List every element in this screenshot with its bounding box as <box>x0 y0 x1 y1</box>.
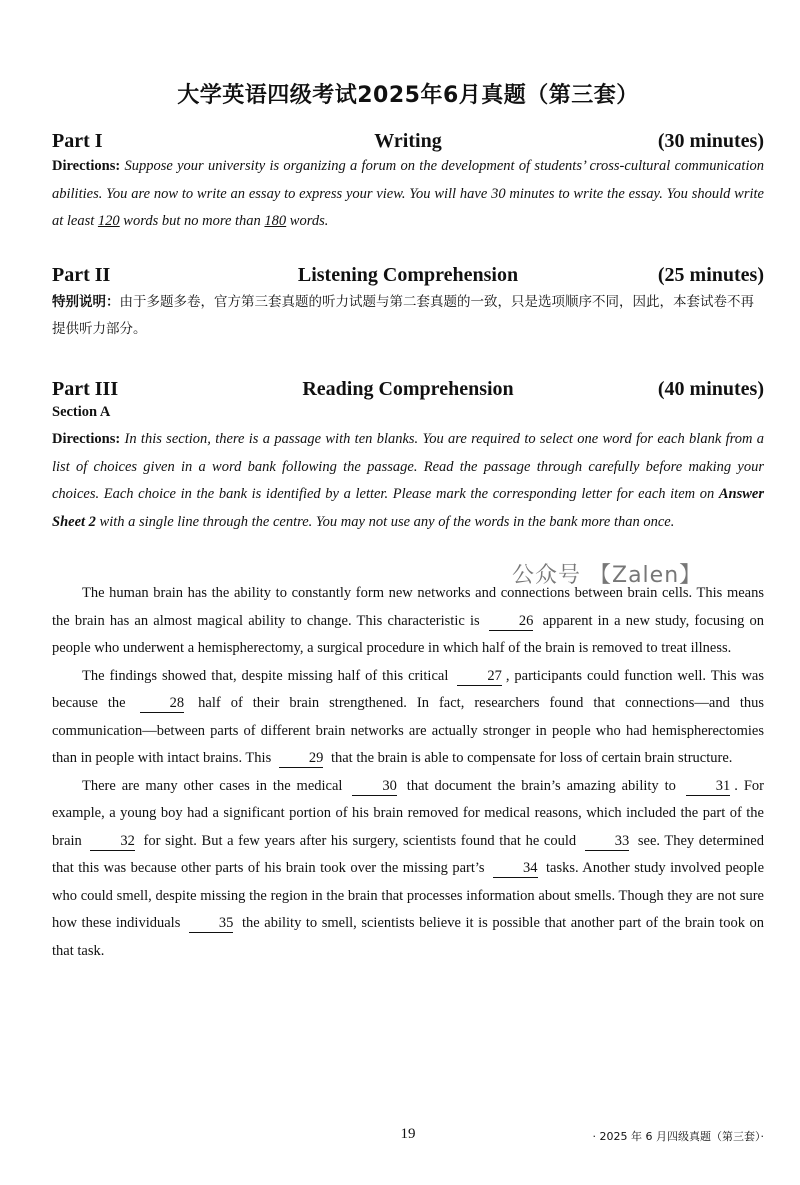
blank-29: 29 <box>279 749 324 768</box>
directions-label: Directions: <box>52 158 121 174</box>
blank-32: 32 <box>90 832 135 851</box>
part3-directions: Directions: In this section, there is a passage with ten blanks. You are required to select one word for each blank from a list of choices given in a word bank following the passage. Read the passage through carefully before making your choices. Each choice in the bank is identified by a letter. Please mark the corresponding letter for each item on Answer Sheet 2 with a single line through the centre. You may not use any of the words in the bank more than once. <box>52 431 764 530</box>
part1-label: Part I <box>52 130 103 152</box>
passage-paragraph-1: The human brain has the ability to constantly form new networks and connections between brain cells. This means the brain has an almost magical ability to change. This characteristic is 26 apparent in a new study, focusing on people who underwent a hemispherectomy, a surgical procedure in which half of the brain is removed to treat illness. <box>52 585 765 656</box>
page-number: 19 <box>400 1126 416 1142</box>
part1-directions: Directions: Suppose your university is organizing a forum on the development of students’ cross-cultural communication abilities. You are now to write an essay to express your view. You will have 30 minutes to write the essay. You should write at least 120 words but no more than 180 words. <box>52 158 764 229</box>
blank-35: 35 <box>189 914 234 933</box>
blank-33: 33 <box>585 832 630 851</box>
part2-time: (25 minutes) <box>657 264 764 286</box>
part1-time: (30 minutes) <box>657 130 764 152</box>
passage-paragraph-2: The findings showed that, despite missing half of this critical 27 , participants could function well. This was because the 28 half of their brain strengthened. In fact, researchers found that connections—and thus communication—between parts of different brain networks are actually stronger in people who had hemispherectomies than in people with intact brains. This 29 that the brain is able to compensate for loss of certain brain structure. <box>52 667 764 766</box>
reading-passage <box>52 580 764 965</box>
part3-time: (40 minutes) <box>657 378 764 400</box>
part3-header <box>52 378 764 404</box>
blank-31: 31 <box>686 777 731 796</box>
page-footer: · 2025 年 6 月四级真题（第三套）· <box>592 1130 764 1143</box>
part2-header <box>52 264 764 290</box>
passage-paragraph-3: There are many other cases in the medical 30 that document the brain’s amazing ability to 31 . For example, a young boy had a significant portion of his brain removed for medical reasons, which included the part of the brain 32 for sight. But a few years after his surgery, scientists found that he could 33 see. They determined that this was because other parts of his brain took over the missing part’s 34 tasks. Another study involved people who could smell, despite missing the region in the brain that processes information about smells. Though they are not sure how these individuals 35 the ability to smell, scientists believe it is possible that another part of the brain took on that task. <box>52 777 765 959</box>
blank-34: 34 <box>493 859 538 878</box>
answer-sheet: Answer Sheet 2 <box>52 486 764 530</box>
section-a-label: Section A <box>52 404 111 420</box>
max-words: 180 <box>264 213 287 229</box>
part3-name: Reading Comprehension <box>302 378 514 400</box>
directions-label: Directions: <box>52 431 121 447</box>
note-label: 特别说明： <box>52 294 120 310</box>
min-words: 120 <box>97 213 120 229</box>
blank-30: 30 <box>352 777 397 796</box>
blank-26: 26 <box>489 612 534 631</box>
watermark: 公众号 【Zalen】 <box>512 563 703 588</box>
part3-label: Part III <box>52 378 119 400</box>
part2-label: Part II <box>52 264 111 286</box>
exam-title: 大学英语四级考试2025年6月真题（第三套） <box>177 83 639 108</box>
part1-name: Writing <box>374 130 442 152</box>
exam-page <box>52 0 764 1185</box>
blank-28: 28 <box>140 694 185 713</box>
part2-note: 特别说明：由于多题多卷，官方第三套真题的听力试题与第二套真题的一致，只是选项顺序不同，因此，本套试卷不再提供听力部分。 <box>52 294 754 337</box>
part2-name: Listening Comprehension <box>297 264 519 286</box>
blank-27: 27 <box>457 667 502 686</box>
